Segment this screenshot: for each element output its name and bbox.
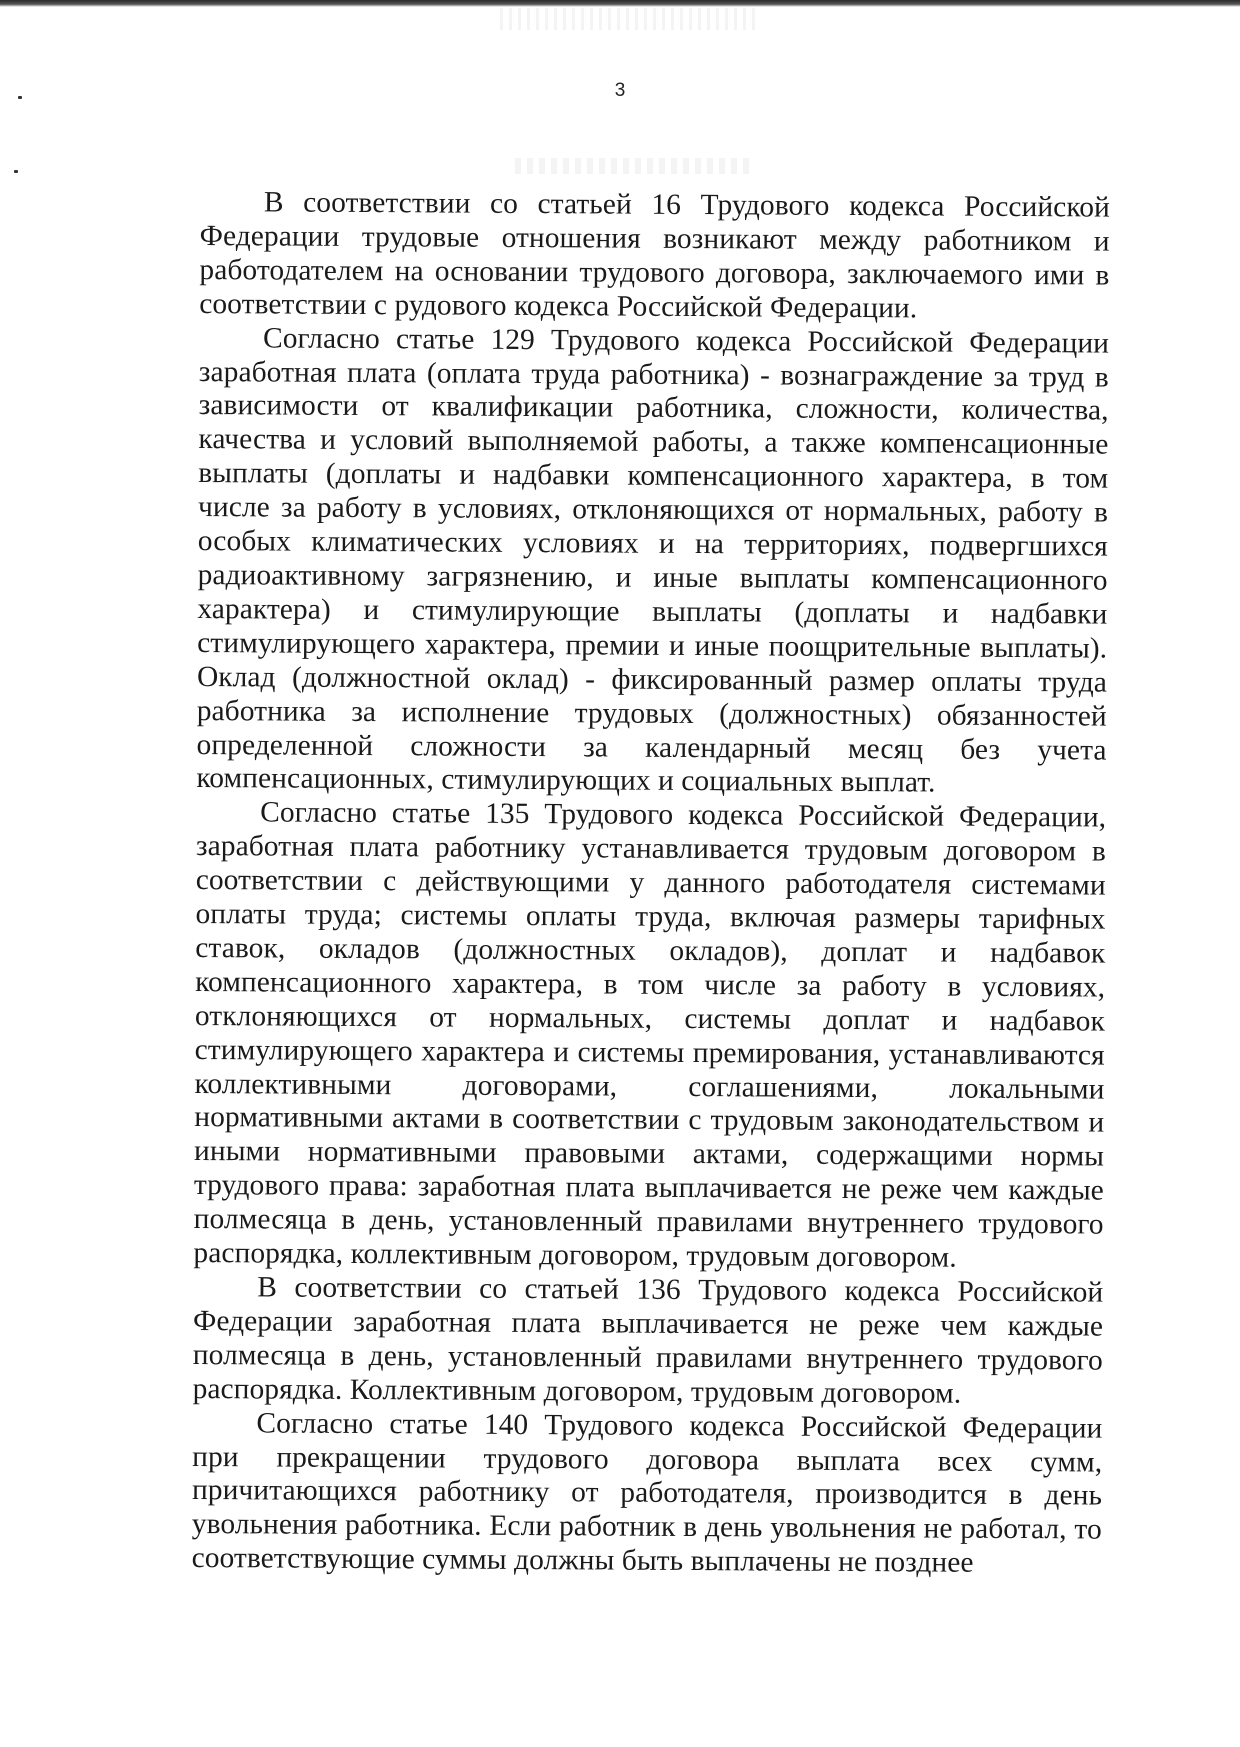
paragraph-article-135: Согласно статье 135 Трудового кодекса Российской Федерации, заработная плата работнику устанавливается трудовым договором в соответствии с действующими у данного работодателя системами оплаты труда; системы оплаты труда, включая размеры тарифных ставок, окладов (должностных окладов), доплат и надбавок компенсационного характера, в том числе за работу в условиях, отклоняющихся от нормальных, системы доплат и надбавок стимулирующего характера и системы премирования, устанавливаются коллективными договорами, соглашениями, локальными нормативными актами в соответствии с трудовым законодательством и иными нормативными правовыми актами, содержащими нормы трудового права: заработная плата выплачивается не реже чем каждые полмесяца в день, установленный правилами внутреннего трудового распорядка, коллективным договором, трудовым договором.	[193, 796, 1107, 1274]
paragraph-article-140: Согласно статье 140 Трудового кодекса Российской Федерации при прекращении трудового договора выплата всех сумм, причитающихся работнику от работодателя, производится в день увольнения работника. Если работник в день увольнения не работал, то соответствующие суммы должны быть выплачены не позднее	[191, 1406, 1103, 1580]
document-body	[192, 186, 1110, 1582]
paragraph-article-16: В соответствии со статьей 16 Трудового кодекса Российской Федерации трудовые отношения возникают между работником и работодателем на основании трудового договора, заключаемого ими в соответствии с рудового кодекса Российской Федерации.	[199, 186, 1110, 325]
faint-show-through	[515, 158, 755, 174]
scan-artifact	[500, 8, 760, 30]
paragraph-article-136: В соответствии со статьей 136 Трудового кодекса Российской Федерации заработная плата выплачивается не реже чем каждые полмесяца в день, установленный правилами внутреннего трудового распорядка. Коллективным договором, трудовым договором.	[192, 1271, 1104, 1410]
paragraph-article-129: Согласно статье 129 Трудового кодекса Российской Федерации заработная плата (оплата труда работника) - вознаграждение за труд в зависимости от квалификации работника, сложности, количества, качества и условий выполняемой работы, а также компенсационные выплаты (доплаты и надбавки компенсационного характера, в том числе за работу в условиях, отклоняющихся от нормальных, работу в особых климатических условиях и на территориях, подвергшихся радиоактивному загрязнению, и иные выплаты компенсационного характера) и стимулирующие выплаты (доплаты и надбавки стимулирующего характера, премии и иные поощрительные выплаты). Оклад (должностной оклад) - фиксированный размер оплаты труда работника за исполнение трудовых (должностных) обязанностей определенной сложности за календарный месяц без учета компенсационных, стимулирующих и социальных выплат.	[196, 322, 1110, 799]
margin-mark	[14, 170, 18, 173]
page-number: 3	[614, 80, 626, 101]
scan-top-edge	[0, 0, 1240, 7]
